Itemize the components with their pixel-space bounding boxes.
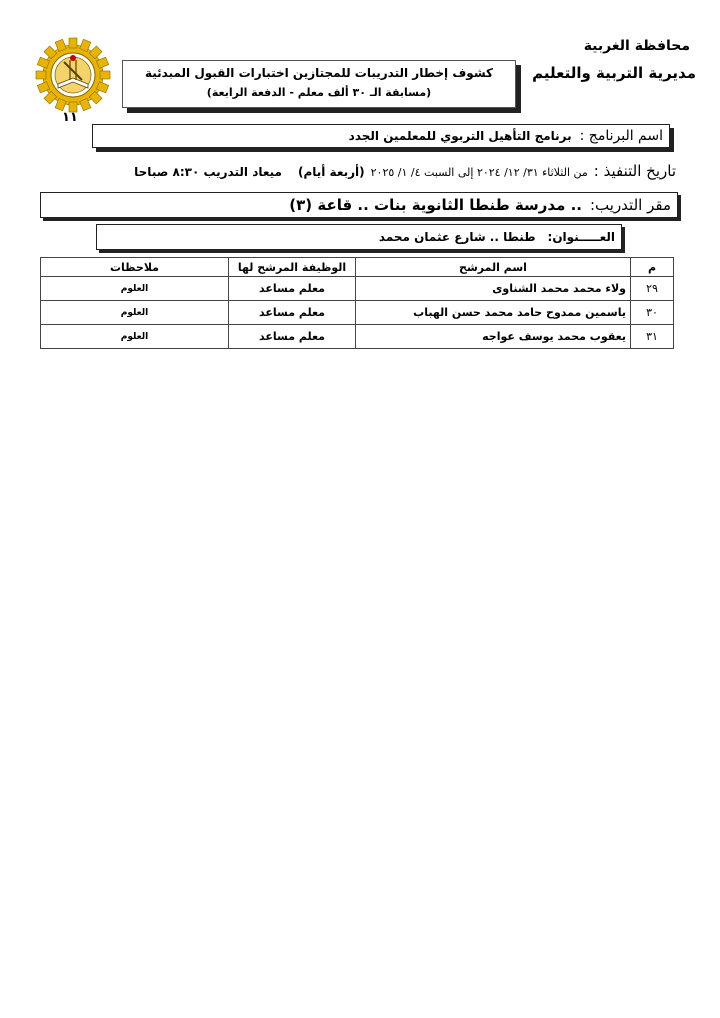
table-row (41, 301, 674, 325)
address-label: العـــــنوان: (547, 230, 615, 244)
program-value: برنامج التأهيل التربوي للمعلمين الجدد (348, 129, 572, 143)
address-box (96, 224, 622, 250)
candidate-job: معلم مساعد (229, 301, 356, 325)
candidates-table (40, 257, 674, 349)
ministry-logo-icon (34, 36, 112, 114)
document-title: كشوف إخطار التدريبات للمجتازين اختبارات القبول المبدئية (144, 66, 494, 80)
governorate-label: محافظة الغربية (583, 38, 690, 54)
candidate-note: العلوم (41, 301, 229, 325)
program-box (92, 124, 670, 148)
schedule-range: من الثلاثاء ٣١/ ١٢/ ٢٠٢٤ إلى السبت ٤/ ١/ ٢٠٢٥ (370, 166, 588, 179)
candidate-note: العلوم (41, 277, 229, 301)
directorate-label: مديرية التربية والتعليم (532, 64, 696, 82)
row-number: ٢٩ (631, 277, 674, 301)
candidate-job: معلم مساعد (229, 325, 356, 349)
column-header-notes: ملاحظات (41, 258, 229, 277)
schedule-time: ميعاد التدريب ٨:٣٠ صباحا (134, 165, 282, 179)
document-title-box (122, 60, 516, 108)
row-number: ٣٠ (631, 301, 674, 325)
program-label: اسم البرنامج : (579, 128, 663, 144)
candidate-note: العلوم (41, 325, 229, 349)
schedule-duration: (أربعة أيام) (297, 165, 365, 179)
location-value: .. مدرسة طنطا الثانوية بنات .. قاعة (٣) (289, 196, 582, 214)
page-number: ١١ (62, 110, 78, 125)
row-number: ٣١ (631, 325, 674, 349)
column-header-name: اسم المرشح (356, 258, 631, 277)
schedule-label: تاريخ التنفيذ : (593, 162, 676, 180)
table-row (41, 277, 674, 301)
table-row (41, 325, 674, 349)
candidate-name: ياسمين ممدوح حامد محمد حسن الهباب (356, 301, 631, 325)
location-box (40, 192, 678, 218)
column-header-job: الوظيفة المرشح لها (229, 258, 356, 277)
column-header-number: م (631, 258, 674, 277)
location-label: مقر التدريب: (589, 196, 671, 214)
candidate-name: يعقوب محمد يوسف عواجه (356, 325, 631, 349)
table-header-row (41, 258, 674, 277)
address-value: طنطا .. شارع عثمان محمد (378, 230, 536, 244)
candidate-name: ولاء محمد محمد الشناوى (356, 277, 631, 301)
candidate-job: معلم مساعد (229, 277, 356, 301)
document-subtitle: (مسابقة الـ ٣٠ ألف معلم - الدفعة الرابعة) (206, 86, 432, 99)
schedule-line (36, 162, 676, 180)
